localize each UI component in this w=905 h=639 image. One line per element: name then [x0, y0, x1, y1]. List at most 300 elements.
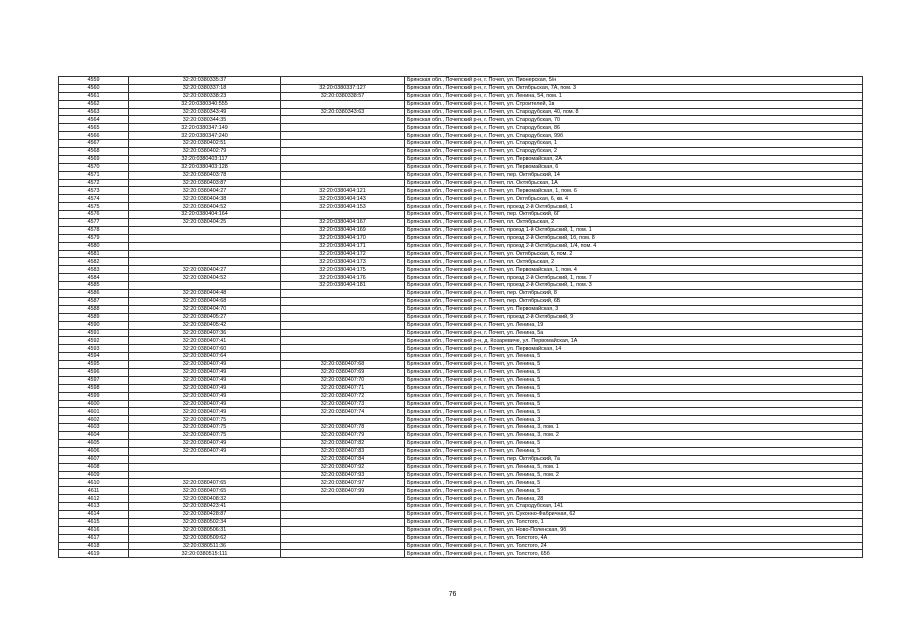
object-cadastral-number-cell: 32:20:0380407:73 [281, 400, 405, 408]
cadastral-number-cell: 32:20:0380423:41 [129, 503, 281, 511]
address-cell: Брянская обл., Почепский р-н, г. Почеп, ул. Стародубская, 40, пом. 8 [405, 108, 863, 116]
cadastral-number-cell: 32:20:0380340:555 [129, 100, 281, 108]
table-row [59, 163, 863, 171]
table-row [59, 353, 863, 361]
row-number-cell: 4619 [59, 550, 129, 558]
table-row [59, 345, 863, 353]
row-number-cell: 4587 [59, 297, 129, 305]
address-cell: Брянская обл., Почепский р-н, г. Почеп, ул. Стародубская, 2 [405, 148, 863, 156]
row-number-cell: 4570 [59, 163, 129, 171]
cadastral-number-cell: 32:20:0380407:60 [129, 345, 281, 353]
object-cadastral-number-cell [281, 163, 405, 171]
address-cell: Брянская обл., Почепский р-н, г. Почеп, ул. Ленина, 5 [405, 487, 863, 495]
object-cadastral-number-cell: 32:20:0380404:173 [281, 258, 405, 266]
table-row [59, 313, 863, 321]
address-cell: Брянская обл., Почепский р-н, г. Почеп, ул. Первомайская, 1, пом. 6 [405, 187, 863, 195]
cadastral-number-cell: 32:20:0380407:49 [129, 368, 281, 376]
cadastral-number-cell: 32:20:0380403:117 [129, 155, 281, 163]
object-cadastral-number-cell: 32:20:0380407:74 [281, 408, 405, 416]
address-cell: Брянская обл., Почепский р-н, г. Почеп, ул. Ленина, 5 [405, 479, 863, 487]
page-number: 76 [448, 591, 457, 598]
address-cell: Брянская обл., Почепский р-н, г. Почеп, пл. Октябрьская, 2 [405, 258, 863, 266]
address-cell: Брянская обл., Почепский р-н, г. Почеп, пер. Октябрьский, 7а [405, 455, 863, 463]
cadastral-number-cell: 32:20:0380407:41 [129, 337, 281, 345]
table-row [59, 266, 863, 274]
object-cadastral-number-cell [281, 77, 405, 85]
row-number-cell: 4582 [59, 258, 129, 266]
cadastral-number-cell: 32:20:0380502:34 [129, 518, 281, 526]
row-number-cell: 4589 [59, 313, 129, 321]
address-cell: Брянская обл., Почепский р-н, г. Почеп, проезд 2-й Октябрьский, 1/4, пом. 4 [405, 242, 863, 250]
row-number-cell: 4597 [59, 376, 129, 384]
table-row [59, 179, 863, 187]
cadastral-number-cell: 32:20:0380407:49 [129, 439, 281, 447]
cadastral-number-cell: 32:20:0380404:70 [129, 305, 281, 313]
row-number-cell: 4604 [59, 432, 129, 440]
table-row [59, 211, 863, 219]
address-cell: Брянская обл., Почепский р-н, г. Почеп, проезд 2-й Октябрьский, 1б, пом. 8 [405, 234, 863, 242]
object-cadastral-number-cell [281, 510, 405, 518]
cadastral-number-cell [129, 282, 281, 290]
address-cell: Брянская обл., Почепский р-н, г. Почеп, ул. Ленина, 5 [405, 447, 863, 455]
object-cadastral-number-cell [281, 140, 405, 148]
table-row [59, 187, 863, 195]
table-row [59, 392, 863, 400]
table-row [59, 226, 863, 234]
row-number-cell: 4600 [59, 400, 129, 408]
object-cadastral-number-cell: 32:20:0380404:172 [281, 250, 405, 258]
cadastral-number-cell: 32:20:0380404:27 [129, 266, 281, 274]
table-row [59, 297, 863, 305]
row-number-cell: 4605 [59, 439, 129, 447]
cadastral-number-cell: 32:20:0380509:62 [129, 534, 281, 542]
cadastral-number-cell [129, 250, 281, 258]
row-number-cell: 4606 [59, 447, 129, 455]
object-cadastral-number-cell: 32:20:0380338:57 [281, 92, 405, 100]
cadastral-number-cell: 32:20:0380506:31 [129, 526, 281, 534]
cadastral-number-cell: 32:20:0380403:87 [129, 179, 281, 187]
object-cadastral-number-cell: 32:20:0380404:171 [281, 242, 405, 250]
table-row [59, 92, 863, 100]
table-row [59, 234, 863, 242]
table-row [59, 432, 863, 440]
object-cadastral-number-cell: 32:20:0380404:181 [281, 282, 405, 290]
address-cell: Брянская обл., Почепский р-н, г. Почеп, ул. Ленина, 5 [405, 384, 863, 392]
address-cell: Брянская обл., Почепский р-н, г. Почеп, ул. Стародубская, 86 [405, 124, 863, 132]
row-number-cell: 4617 [59, 534, 129, 542]
address-cell: Брянская обл., Почепский р-н, г. Почеп, ул. Строителей, 1в [405, 100, 863, 108]
address-cell: Брянская обл., Почепский р-н, г. Почеп, пер. Октябрьский, 14 [405, 171, 863, 179]
object-cadastral-number-cell [281, 526, 405, 534]
address-cell: Брянская обл., Почепский р-н, г. Почеп, ул. Первомайская, 3 [405, 305, 863, 313]
row-number-cell: 4567 [59, 140, 129, 148]
cadastral-number-cell [129, 455, 281, 463]
cadastral-number-cell: 32:20:0380404:25 [129, 219, 281, 227]
row-number-cell: 4610 [59, 479, 129, 487]
object-cadastral-number-cell: 32:20:0380407:83 [281, 447, 405, 455]
row-number-cell: 4575 [59, 203, 129, 211]
table-row [59, 479, 863, 487]
object-cadastral-number-cell: 32:20:0380407:82 [281, 439, 405, 447]
row-number-cell: 4601 [59, 408, 129, 416]
row-number-cell: 4565 [59, 124, 129, 132]
object-cadastral-number-cell: 32:20:0380404:143 [281, 195, 405, 203]
table-row [59, 526, 863, 534]
row-number-cell: 4562 [59, 100, 129, 108]
object-cadastral-number-cell: 32:20:0380407:78 [281, 424, 405, 432]
table-row [59, 424, 863, 432]
row-number-cell: 4595 [59, 361, 129, 369]
cadastral-number-cell: 32:20:0380407:75 [129, 416, 281, 424]
address-cell: Брянская обл., Почепский р-н, г. Почеп, ул. Ленина, 5 [405, 392, 863, 400]
row-number-cell: 4615 [59, 518, 129, 526]
row-number-cell: 4611 [59, 487, 129, 495]
cadastral-number-cell: 32:20:0380402:51 [129, 140, 281, 148]
row-number-cell: 4579 [59, 234, 129, 242]
address-cell: Брянская обл., Почепский р-н, г. Почеп, ул. Стародубская, 1 [405, 140, 863, 148]
row-number-cell: 4607 [59, 455, 129, 463]
cadastral-number-cell [129, 234, 281, 242]
cadastral-number-cell: 32:20:0380404:38 [129, 195, 281, 203]
object-cadastral-number-cell: 32:20:0380404:169 [281, 226, 405, 234]
table-row [59, 84, 863, 92]
object-cadastral-number-cell: 32:20:0380407:79 [281, 432, 405, 440]
cadastral-number-cell [129, 242, 281, 250]
cadastral-number-cell: 32:20:0380404:27 [129, 187, 281, 195]
object-cadastral-number-cell: 32:20:0380407:97 [281, 479, 405, 487]
row-number-cell: 4599 [59, 392, 129, 400]
object-cadastral-number-cell: 32:20:0380404:175 [281, 266, 405, 274]
cadastral-number-cell: 32:20:0380404:68 [129, 297, 281, 305]
row-number-cell: 4613 [59, 503, 129, 511]
cadastral-number-cell [129, 471, 281, 479]
address-cell: Брянская обл., Почепский р-н, г. Почеп, пл. Октябрьская, 1А [405, 179, 863, 187]
table-row [59, 368, 863, 376]
table-row [59, 195, 863, 203]
row-number-cell: 4571 [59, 171, 129, 179]
row-number-cell: 4592 [59, 337, 129, 345]
object-cadastral-number-cell [281, 353, 405, 361]
table-row [59, 77, 863, 85]
table-row [59, 534, 863, 542]
table-row [59, 321, 863, 329]
address-cell: Брянская обл., Почепский р-н, г. Почеп, ул. Ленина, 5, пом. 2 [405, 471, 863, 479]
object-cadastral-number-cell [281, 313, 405, 321]
row-number-cell: 4614 [59, 510, 129, 518]
cadastral-number-cell: 32:20:0380347:240 [129, 132, 281, 140]
table-row [59, 463, 863, 471]
object-cadastral-number-cell [281, 542, 405, 550]
table-row [59, 132, 863, 140]
cadastral-number-cell: 32:20:0380403:78 [129, 171, 281, 179]
row-number-cell: 4608 [59, 463, 129, 471]
row-number-cell: 4612 [59, 495, 129, 503]
table-row [59, 542, 863, 550]
address-cell: Брянская обл., Почепский р-н, г. Почеп, проезд 2-й Октябрьский, 1, пом. 7 [405, 274, 863, 282]
cadastral-number-cell [129, 226, 281, 234]
object-cadastral-number-cell: 32:20:0380343:63 [281, 108, 405, 116]
cadastral-number-cell: 32:20:0380402:79 [129, 148, 281, 156]
registry-table [58, 76, 863, 558]
object-cadastral-number-cell: 32:20:0380407:69 [281, 368, 405, 376]
table-row [59, 250, 863, 258]
address-cell: Брянская обл., Почепский р-н, г. Почеп, ул. Ленина, 3, пом. 2 [405, 432, 863, 440]
object-cadastral-number-cell: 32:20:0380404:121 [281, 187, 405, 195]
object-cadastral-number-cell [281, 534, 405, 542]
object-cadastral-number-cell [281, 171, 405, 179]
table-row [59, 471, 863, 479]
object-cadastral-number-cell [281, 179, 405, 187]
row-number-cell: 4593 [59, 345, 129, 353]
table-row [59, 203, 863, 211]
cadastral-number-cell: 32:20:0380404:52 [129, 274, 281, 282]
table-row [59, 305, 863, 313]
object-cadastral-number-cell: 32:20:0380404:176 [281, 274, 405, 282]
row-number-cell: 4616 [59, 526, 129, 534]
cadastral-number-cell: 32:20:0380343:49 [129, 108, 281, 116]
object-cadastral-number-cell [281, 321, 405, 329]
object-cadastral-number-cell [281, 305, 405, 313]
row-number-cell: 4561 [59, 92, 129, 100]
table-row [59, 219, 863, 227]
object-cadastral-number-cell [281, 416, 405, 424]
address-cell: Брянская обл., Почепский р-н, г. Почеп, ул. Ленина, 5 [405, 368, 863, 376]
object-cadastral-number-cell [281, 337, 405, 345]
object-cadastral-number-cell [281, 100, 405, 108]
cadastral-number-cell: 32:20:0380407:49 [129, 400, 281, 408]
address-cell: Брянская обл., Почепский р-н, г. Почеп, ул. Первомайская, 6 [405, 163, 863, 171]
object-cadastral-number-cell: 32:20:0380407:99 [281, 487, 405, 495]
row-number-cell: 4559 [59, 77, 129, 85]
cadastral-number-cell: 32:20:0380404:48 [129, 290, 281, 298]
cadastral-number-cell: 32:20:0380511:36 [129, 542, 281, 550]
row-number-cell: 4590 [59, 321, 129, 329]
row-number-cell: 4568 [59, 148, 129, 156]
object-cadastral-number-cell [281, 124, 405, 132]
row-number-cell: 4572 [59, 179, 129, 187]
cadastral-number-cell: 32:20:0380405:27 [129, 313, 281, 321]
object-cadastral-number-cell [281, 148, 405, 156]
table-row [59, 439, 863, 447]
address-cell: Брянская обл., Почепский р-н, г. Почеп, ул. Ново-Поленская, 9б [405, 526, 863, 534]
address-cell: Брянская обл., Почепский р-н, г. Почеп, ул. Ленина, 3 [405, 416, 863, 424]
object-cadastral-number-cell [281, 116, 405, 124]
address-cell: Брянская обл., Почепский р-н, г. Почеп, ул. Суконно-Фабричная, 62 [405, 510, 863, 518]
table-row [59, 290, 863, 298]
cadastral-number-cell: 32:20:0380344:35 [129, 116, 281, 124]
table-row [59, 376, 863, 384]
row-number-cell: 4574 [59, 195, 129, 203]
cadastral-number-cell: 32:20:0380407:36 [129, 329, 281, 337]
table-row [59, 282, 863, 290]
address-cell: Брянская обл., Почепский р-н, г. Почеп, ул. Стародубская, 99б [405, 132, 863, 140]
address-cell: Брянская обл., Почепский р-н, д. Козаревиче, ул. Первомайская, 1А [405, 337, 863, 345]
table-row [59, 108, 863, 116]
object-cadastral-number-cell: 32:20:0380407:68 [281, 361, 405, 369]
table-row [59, 361, 863, 369]
cadastral-number-cell: 32:20:0380407:49 [129, 376, 281, 384]
cadastral-number-cell: 32:20:0380407:65 [129, 479, 281, 487]
table-row [59, 116, 863, 124]
row-number-cell: 4586 [59, 290, 129, 298]
cadastral-number-cell: 32:20:0380405:42 [129, 321, 281, 329]
cadastral-number-cell: 32:20:0380407:49 [129, 361, 281, 369]
table-row [59, 416, 863, 424]
row-number-cell: 4594 [59, 353, 129, 361]
row-number-cell: 4584 [59, 274, 129, 282]
row-number-cell: 4602 [59, 416, 129, 424]
address-cell: Брянская обл., Почепский р-н, г. Почеп, пл. Октябрьская, 2 [405, 219, 863, 227]
address-cell: Брянская обл., Почепский р-н, г. Почеп, ул. Первомайская, 1, пом. 4 [405, 266, 863, 274]
object-cadastral-number-cell: 32:20:0380407:71 [281, 384, 405, 392]
table-row [59, 455, 863, 463]
row-number-cell: 4609 [59, 471, 129, 479]
address-cell: Брянская обл., Почепский р-н, г. Почеп, ул. Ленина, 5 [405, 439, 863, 447]
cadastral-number-cell [129, 463, 281, 471]
address-cell: Брянская обл., Почепский р-н, г. Почеп, ул. Пионерская, 5/н [405, 77, 863, 85]
object-cadastral-number-cell [281, 211, 405, 219]
table-row [59, 510, 863, 518]
table-row [59, 518, 863, 526]
table-row [59, 550, 863, 558]
object-cadastral-number-cell: 32:20:0380407:72 [281, 392, 405, 400]
row-number-cell: 4564 [59, 116, 129, 124]
table-row [59, 148, 863, 156]
row-number-cell: 4581 [59, 250, 129, 258]
cadastral-number-cell: 32:20:0380337:18 [129, 84, 281, 92]
table-row [59, 487, 863, 495]
cadastral-number-cell: 32:20:0380404:164 [129, 211, 281, 219]
table-row [59, 274, 863, 282]
cadastral-number-cell: 32:20:0380407:64 [129, 353, 281, 361]
row-number-cell: 4563 [59, 108, 129, 116]
cadastral-number-cell: 32:20:0380407:49 [129, 447, 281, 455]
cadastral-number-cell: 32:20:0380338:23 [129, 92, 281, 100]
table-row [59, 337, 863, 345]
table-row [59, 384, 863, 392]
address-cell: Брянская обл., Почепский р-н, г. Почеп, ул. Ленина, 5а [405, 329, 863, 337]
address-cell: Брянская обл., Почепский р-н, г. Почеп, ул. Первомайская, 2А [405, 155, 863, 163]
cadastral-number-cell: 32:20:0380407:49 [129, 384, 281, 392]
cadastral-number-cell: 32:20:0380407:75 [129, 424, 281, 432]
address-cell: Брянская обл., Почепский р-н, г. Почеп, ул. Ленина, 54, пом. 1 [405, 92, 863, 100]
address-cell: Брянская обл., Почепский р-н, г. Почеп, пер. Октябрьский, 6Б [405, 297, 863, 305]
cadastral-number-cell: 32:20:0380515:111 [129, 550, 281, 558]
address-cell: Брянская обл., Почепский р-н, г. Почеп, ул. Ленина, 28 [405, 495, 863, 503]
cadastral-number-cell: 32:20:0380403:128 [129, 163, 281, 171]
object-cadastral-number-cell [281, 329, 405, 337]
address-cell: Брянская обл., Почепский р-н, г. Почеп, ул. Стародубская, 70 [405, 116, 863, 124]
table-row [59, 258, 863, 266]
object-cadastral-number-cell [281, 155, 405, 163]
row-number-cell: 4591 [59, 329, 129, 337]
object-cadastral-number-cell: 32:20:0380407:70 [281, 376, 405, 384]
row-number-cell: 4566 [59, 132, 129, 140]
row-number-cell: 4560 [59, 84, 129, 92]
address-cell: Брянская обл., Почепский р-н, г. Почеп, ул. Ленина, 5 [405, 400, 863, 408]
address-cell: Брянская обл., Почепский р-н, г. Почеп, ул. Ленина, 3, пом. 1 [405, 424, 863, 432]
row-number-cell: 4577 [59, 219, 129, 227]
address-cell: Брянская обл., Почепский р-н, г. Почеп, ул. Стародубская, 141 [405, 503, 863, 511]
row-number-cell: 4598 [59, 384, 129, 392]
address-cell: Брянская обл., Почепский р-н, г. Почеп, проезд 1-й Октябрьский, 1, пом. 1 [405, 226, 863, 234]
address-cell: Брянская обл., Почепский р-н, г. Почеп, ул. Первомайская, 14 [405, 345, 863, 353]
object-cadastral-number-cell [281, 297, 405, 305]
row-number-cell: 4585 [59, 282, 129, 290]
address-cell: Брянская обл., Почепский р-н, г. Почеп, ул. Ленина, 5 [405, 361, 863, 369]
object-cadastral-number-cell [281, 345, 405, 353]
cadastral-number-cell: 32:20:0380407:49 [129, 408, 281, 416]
table-row [59, 155, 863, 163]
object-cadastral-number-cell [281, 495, 405, 503]
object-cadastral-number-cell: 32:20:0380407:92 [281, 463, 405, 471]
object-cadastral-number-cell: 32:20:0380337:127 [281, 84, 405, 92]
address-cell: Брянская обл., Почепский р-н, г. Почеп, проезд 2-й Октябрьский, 1 [405, 203, 863, 211]
cadastral-number-cell: 32:20:0380408:32 [129, 495, 281, 503]
object-cadastral-number-cell [281, 518, 405, 526]
object-cadastral-number-cell [281, 132, 405, 140]
address-cell: Брянская обл., Почепский р-н, г. Почеп, ул. Ленина, 5 [405, 376, 863, 384]
registry-table-body [59, 77, 863, 558]
address-cell: Брянская обл., Почепский р-н, г. Почеп, ул. Октябрьская, 6, пом. 2 [405, 250, 863, 258]
object-cadastral-number-cell: 32:20:0380404:170 [281, 234, 405, 242]
address-cell: Брянская обл., Почепский р-н, г. Почеп, ул. Толстого, 4А [405, 534, 863, 542]
row-number-cell: 4596 [59, 368, 129, 376]
object-cadastral-number-cell: 32:20:0380407:84 [281, 455, 405, 463]
address-cell: Брянская обл., Почепский р-н, г. Почеп, ул. Октябрьская, 6, кв. 4 [405, 195, 863, 203]
row-number-cell: 4569 [59, 155, 129, 163]
address-cell: Брянская обл., Почепский р-н, г. Почеп, ул. Ленина, 19 [405, 321, 863, 329]
address-cell: Брянская обл., Почепский р-н, г. Почеп, ул. Ленина, 5 [405, 353, 863, 361]
row-number-cell: 4578 [59, 226, 129, 234]
address-cell: Брянская обл., Почепский р-н, г. Почеп, пер. Октябрьский, 8 [405, 290, 863, 298]
table-row [59, 124, 863, 132]
table-row [59, 400, 863, 408]
address-cell: Брянская обл., Почепский р-н, г. Почеп, ул. Ленина, 5 [405, 408, 863, 416]
row-number-cell: 4618 [59, 542, 129, 550]
address-cell: Брянская обл., Почепский р-н, г. Почеп, проезд 2-й Октябрьский, 1, пом. 3 [405, 282, 863, 290]
cadastral-number-cell: 32:20:0380335:37 [129, 77, 281, 85]
table-row [59, 495, 863, 503]
address-cell: Брянская обл., Почепский р-н, г. Почеп, ул. Толстого, 1 [405, 518, 863, 526]
address-cell: Брянская обл., Почепский р-н, г. Почеп, ул. Октябрьская, 7А, пом. 3 [405, 84, 863, 92]
object-cadastral-number-cell [281, 550, 405, 558]
cadastral-number-cell: 32:20:0380407:75 [129, 432, 281, 440]
address-cell: Брянская обл., Почепский р-н, г. Почеп, проезд 2-й Октябрьский, 9 [405, 313, 863, 321]
row-number-cell: 4576 [59, 211, 129, 219]
row-number-cell: 4603 [59, 424, 129, 432]
table-row [59, 329, 863, 337]
table-row [59, 503, 863, 511]
address-cell: Брянская обл., Почепский р-н, г. Почеп, ул. Толстого, 24 [405, 542, 863, 550]
row-number-cell: 4573 [59, 187, 129, 195]
table-row [59, 100, 863, 108]
table-row [59, 171, 863, 179]
table-row [59, 140, 863, 148]
address-cell: Брянская обл., Почепский р-н, г. Почеп, ул. Толстого, 65б [405, 550, 863, 558]
table-row [59, 447, 863, 455]
object-cadastral-number-cell: 32:20:0380404:153 [281, 203, 405, 211]
row-number-cell: 4580 [59, 242, 129, 250]
address-cell: Брянская обл., Почепский р-н, г. Почеп, пер. Октябрьский, 6Г [405, 211, 863, 219]
cadastral-number-cell: 32:20:0380347:149 [129, 124, 281, 132]
object-cadastral-number-cell: 32:20:0380404:167 [281, 219, 405, 227]
object-cadastral-number-cell [281, 290, 405, 298]
object-cadastral-number-cell: 32:20:0380407:93 [281, 471, 405, 479]
cadastral-number-cell [129, 258, 281, 266]
object-cadastral-number-cell [281, 503, 405, 511]
table-row [59, 242, 863, 250]
